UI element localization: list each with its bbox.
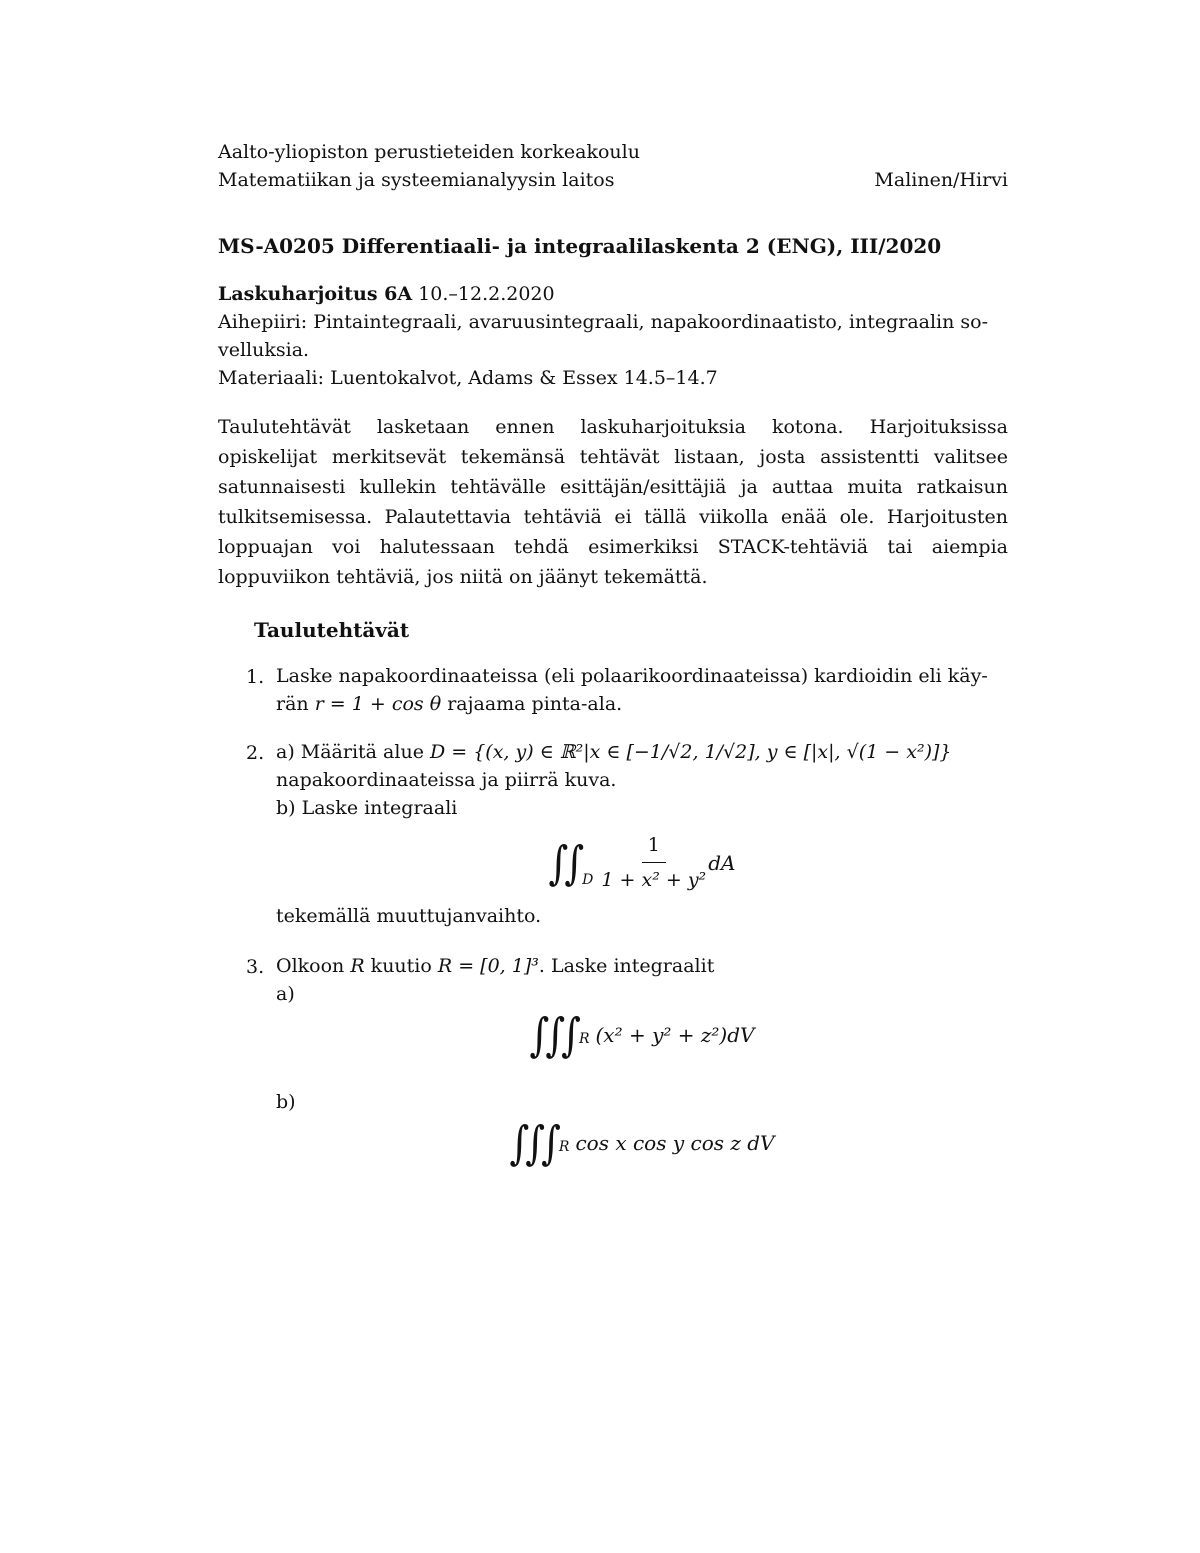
material-line: Materiaali: Luentokalvot, Adams & Essex 14.5–14.7: [218, 367, 718, 389]
fraction-denominator: 1 + x² + y²: [601, 869, 707, 891]
task-3b-label: b): [276, 1091, 296, 1113]
task-2a-line: [276, 738, 1008, 766]
task-3: [218, 952, 1008, 1196]
topic-line-1: Aihepiiri: Pintaintegraali, avaruusintegraali, napakoordinaatisto, integraalin so-: [218, 311, 989, 333]
integral-region: R: [578, 1031, 590, 1047]
task-3-text: Olkoon: [276, 955, 351, 977]
course-title: MS-A0205 Differentiaali- ja integraalilaskenta 2 (ENG), III/2020: [218, 234, 942, 258]
intro-paragraph: Taulutehtävät lasketaan ennen laskuharjoituksia kotona. Harjoituksissa opiskelijat merkitsevät tekemänsä tehtävät listaan, josta assistentti valitsee satunnaisesti kullekin tehtävälle esittäjän/esittäjiä ja auttaa muita ratkaisun tulkitsemisessa. Palautettavia tehtäviä ei tällä viikolla enää ole. Harjoitusten loppuajan voi halutessaan tehdä esimerkiksi STACK-tehtäviä tai aiempia loppuviikon tehtäviä, jos niitä on jäänyt tekemättä.: [218, 416, 1008, 588]
task-3a-label: a): [276, 983, 295, 1005]
region-definition: D = {(x, y) ∈ ℝ²|x ∈ [−1/√2, 1/√2], y ∈ [|x|, √(1 − x²)]}: [429, 741, 952, 763]
authors: Malinen/Hirvi: [874, 169, 1008, 191]
integrand-a: (x² + y² + z²)dV: [595, 1023, 755, 1047]
task-list: [218, 662, 1008, 1196]
document-page: [218, 138, 1008, 1196]
task-1-text: rän: [276, 693, 315, 715]
department-name: Matematiikan ja systeemianalyysin laitos: [218, 169, 615, 191]
cube-symbol: R: [350, 955, 365, 977]
task-number: 2.: [246, 742, 265, 764]
integral-sign: ∫: [525, 1116, 546, 1170]
task-2b-line-2: tekemällä muuttujanvaihto.: [276, 905, 542, 927]
task-2b-line: b) Laske integraali: [276, 797, 458, 819]
task-number: 1.: [246, 666, 265, 688]
task-3-text-mid: kuutio: [364, 955, 438, 977]
integral-sign: ∫: [548, 836, 569, 889]
integral-sign: ∫: [564, 836, 585, 889]
task-3-text-end: . Laske integraalit: [538, 955, 715, 977]
exercise-dates: 10.–12.2.2020: [418, 283, 555, 305]
exercise-info: [218, 280, 1008, 392]
integral-sign: ∫: [541, 1116, 561, 1170]
task-3-line-1: [276, 952, 1008, 980]
integrand-b: cos x cos y cos z dV: [575, 1131, 775, 1155]
integral-sign: ∫: [509, 1116, 530, 1170]
task-2: [218, 738, 1008, 930]
integral-sign: ∫: [529, 1008, 550, 1062]
exercise-label: Laskuharjoitus 6A: [218, 283, 413, 305]
cube-definition: R = [0, 1]³: [437, 955, 539, 977]
task-number: 3.: [246, 956, 265, 978]
task-1-line-2: [276, 690, 1008, 718]
double-integral-equation: [276, 830, 1008, 894]
task-1: [218, 662, 1008, 718]
triple-integral-b: [276, 1116, 1008, 1188]
integral-region: D: [582, 872, 594, 888]
area-element: dA: [708, 850, 736, 875]
integral-sign: ∫: [545, 1008, 566, 1062]
task-2a-text: a) Määritä alue: [276, 741, 430, 763]
task-1-line-1: Laske napakoordinaateissa (eli polaarikoordinaateissa) kardioidin eli käy-: [276, 665, 988, 687]
task-1-text-end: rajaama pinta-ala.: [441, 693, 623, 715]
triple-integral-a: [276, 1008, 1008, 1080]
header-row: [218, 166, 1008, 194]
fraction-numerator: 1: [642, 830, 666, 863]
cardioid-equation: r = 1 + cos θ: [314, 693, 442, 715]
section-title: Taulutehtävät: [254, 618, 410, 642]
topic-line-2: velluksia.: [218, 339, 310, 361]
integral-region: R: [558, 1139, 570, 1155]
integrand-fraction: [601, 830, 706, 895]
school-name: Aalto-yliopiston perustieteiden korkeakoulu: [218, 141, 640, 163]
integral-sign: ∫: [561, 1008, 581, 1062]
task-2a-line-2: napakoordinaateissa ja piirrä kuva.: [276, 769, 617, 791]
